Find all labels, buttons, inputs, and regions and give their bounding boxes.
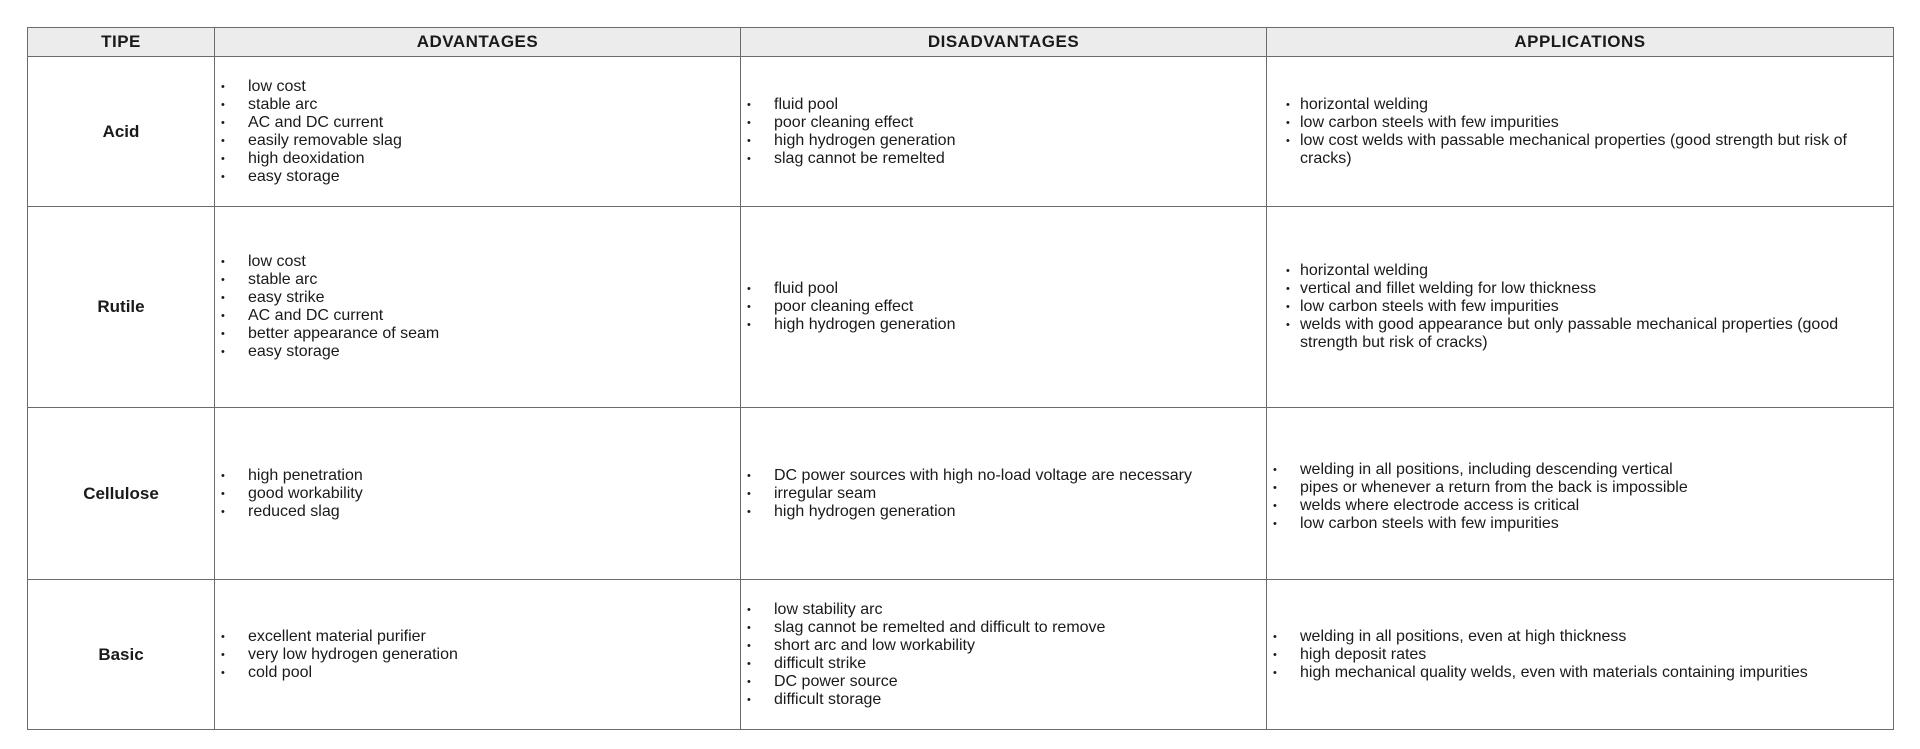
list-item: • short arc and low workability <box>741 637 1256 655</box>
applications-cell-basic <box>1267 580 1894 730</box>
disadvantages-list <box>741 601 1256 709</box>
list-item: • high mechanical quality welds, even with materials containing impurities <box>1267 664 1883 682</box>
list-item: • stable arc <box>215 96 730 114</box>
list-item: • welds with good appearance but only passable mechanical properties (good strength but risk of cracks) <box>1267 316 1883 352</box>
list-item: • high deposit rates <box>1267 646 1883 664</box>
list-item: • good workability <box>215 485 730 503</box>
electrode-types-table-container <box>27 27 1893 730</box>
disadvantages-list <box>741 96 1256 168</box>
list-item: • low cost <box>215 78 730 96</box>
advantages-cell-rutile <box>215 207 741 408</box>
header-type: TIPE <box>28 28 215 57</box>
electrode-types-table <box>27 27 1894 730</box>
table-row-acid <box>28 57 1894 207</box>
list-item: • DC power sources with high no-load voltage are necessary <box>741 467 1256 485</box>
applications-cell-rutile <box>1267 207 1894 408</box>
list-item: • slag cannot be remelted <box>741 150 1256 168</box>
disadvantages-cell-cellulose <box>741 408 1267 580</box>
header-advantages: ADVANTAGES <box>215 28 741 57</box>
list-item: • high hydrogen generation <box>741 132 1256 150</box>
list-item: • vertical and fillet welding for low thickness <box>1267 280 1883 298</box>
advantages-cell-basic <box>215 580 741 730</box>
type-cell-acid: Acid <box>28 57 215 207</box>
list-item: • low carbon steels with few impurities <box>1267 114 1883 132</box>
list-item: • poor cleaning effect <box>741 298 1256 316</box>
advantages-list <box>215 628 730 682</box>
list-item: • easy strike <box>215 289 730 307</box>
applications-cell-acid <box>1267 57 1894 207</box>
list-item: • reduced slag <box>215 503 730 521</box>
table-row-cellulose <box>28 408 1894 580</box>
list-item: • high hydrogen generation <box>741 316 1256 334</box>
list-item: • irregular seam <box>741 485 1256 503</box>
applications-list <box>1267 628 1883 682</box>
list-item: • welding in all positions, including descending vertical <box>1267 461 1883 479</box>
list-item: • DC power source <box>741 673 1256 691</box>
list-item: • welding in all positions, even at high thickness <box>1267 628 1883 646</box>
list-item: • welds where electrode access is critical <box>1267 497 1883 515</box>
list-item: • fluid pool <box>741 96 1256 114</box>
list-item: • horizontal welding <box>1267 96 1883 114</box>
type-cell-basic: Basic <box>28 580 215 730</box>
disadvantages-cell-rutile <box>741 207 1267 408</box>
table-row-basic <box>28 580 1894 730</box>
type-cell-cellulose: Cellulose <box>28 408 215 580</box>
advantages-list <box>215 78 730 186</box>
type-cell-rutile: Rutile <box>28 207 215 408</box>
list-item: • stable arc <box>215 271 730 289</box>
list-item: • cold pool <box>215 664 730 682</box>
disadvantages-list <box>741 467 1256 521</box>
list-item: • pipes or whenever a return from the back is impossible <box>1267 479 1883 497</box>
disadvantages-list <box>741 280 1256 334</box>
applications-list <box>1267 96 1883 168</box>
disadvantages-cell-acid <box>741 57 1267 207</box>
applications-list <box>1267 461 1883 533</box>
list-item: • very low hydrogen generation <box>215 646 730 664</box>
list-item: • low stability arc <box>741 601 1256 619</box>
list-item: • high hydrogen generation <box>741 503 1256 521</box>
list-item: • difficult strike <box>741 655 1256 673</box>
list-item: • poor cleaning effect <box>741 114 1256 132</box>
table-row-rutile <box>28 207 1894 408</box>
list-item: • AC and DC current <box>215 114 730 132</box>
advantages-list <box>215 467 730 521</box>
applications-list <box>1267 262 1883 352</box>
header-disadvantages: DISADVANTAGES <box>741 28 1267 57</box>
header-row <box>28 28 1894 57</box>
header-applications: APPLICATIONS <box>1267 28 1894 57</box>
list-item: • low cost welds with passable mechanical properties (good strength but risk of cracks) <box>1267 132 1883 168</box>
applications-cell-cellulose <box>1267 408 1894 580</box>
advantages-list <box>215 253 730 361</box>
list-item: • low cost <box>215 253 730 271</box>
list-item: • better appearance of seam <box>215 325 730 343</box>
list-item: • low carbon steels with few impurities <box>1267 515 1883 533</box>
list-item: • high deoxidation <box>215 150 730 168</box>
list-item: • easy storage <box>215 168 730 186</box>
list-item: • easily removable slag <box>215 132 730 150</box>
list-item: • AC and DC current <box>215 307 730 325</box>
list-item: • low carbon steels with few impurities <box>1267 298 1883 316</box>
list-item: • slag cannot be remelted and difficult to remove <box>741 619 1256 637</box>
list-item: • difficult storage <box>741 691 1256 709</box>
list-item: • high penetration <box>215 467 730 485</box>
list-item: • horizontal welding <box>1267 262 1883 280</box>
advantages-cell-acid <box>215 57 741 207</box>
advantages-cell-cellulose <box>215 408 741 580</box>
list-item: • fluid pool <box>741 280 1256 298</box>
disadvantages-cell-basic <box>741 580 1267 730</box>
list-item: • excellent material purifier <box>215 628 730 646</box>
list-item: • easy storage <box>215 343 730 361</box>
